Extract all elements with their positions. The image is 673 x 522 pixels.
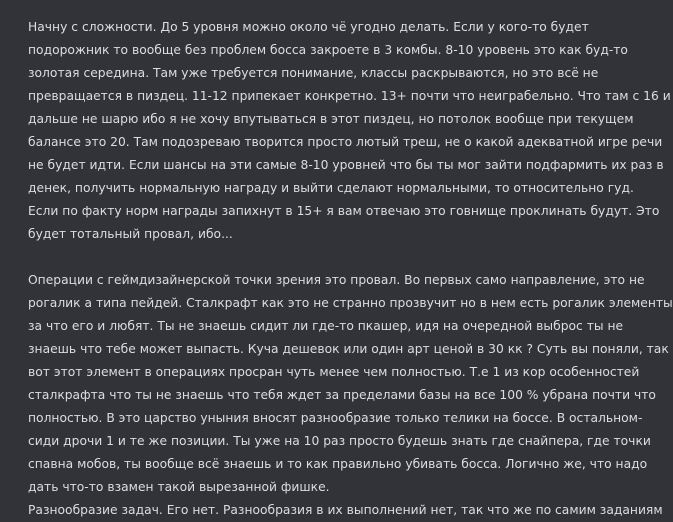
message-line: знаешь что тебе может выпасть. Куча дешевок или один арт ценой в 30 кк ? Суть вы поняли, так <box>28 342 669 356</box>
message-line: превращается в пиздец. 11-12 припекает конкретно. 13+ почти что неиграбельно. Что там с 16 и <box>28 89 671 103</box>
message-line: спавна мобов, ты вообще всё знаешь и то как правильно убивать босса. Логично же, что надо <box>28 457 648 471</box>
message-line: денек, получить нормальную награду и выйти сделают нормальными, то относительно гуд. <box>28 181 634 195</box>
message-paragraph-operations <box>28 269 673 499</box>
message-line: Разнообразие задач. Его нет. Разнообразия в их выполнений нет, так что же по самим заданиям <box>28 503 663 517</box>
message-paragraph-tasks <box>28 499 663 522</box>
message-line: подорожник то вообще без проблем босса закроете в 3 комбы. 8-10 уровень это как буд-то <box>28 43 628 57</box>
message-line: сиди дрочи 1 и те же позиции. Ты уже на 10 раз просто будешь знать где снайпера, где точки <box>28 434 651 448</box>
message-line: Начну с сложности. До 5 уровня можно около чё угодно делать. Если у кого-то будет <box>28 20 589 34</box>
message-line: за что его и любят. Ты не знаешь сидит ли где-то пкашер, идя на очередной выброс ты не <box>28 319 624 333</box>
message-line: рогалик а типа пейдей. Сталкрафт как это не странно прозвучит но в нем есть рогалик элементы <box>28 296 673 310</box>
paragraph-spacer <box>28 246 637 269</box>
message-line: дальше не шарю ибо я не хочу впутываться в этот пиздец, но потолок вообще при текущем <box>28 112 634 126</box>
message-line: Если по факту норм награды запихнут в 15+ я вам отвечаю это говнище проклинать будут. Это <box>28 204 660 218</box>
message-line: сталкрафта что ты не знаешь что тебя ждет за пределами базы на все 100 % убрана почти что <box>28 388 656 402</box>
message-line: вот этот элемент в операциях просран чуть менее чем полностью. Т.е 1 из кор особенностей <box>28 365 640 379</box>
message-line: будет тотальный провал, ибо... <box>28 227 233 241</box>
message-line: полностью. В это царство уныния вносят разнообразие только телики на боссе. В остальном- <box>28 411 643 425</box>
message-paragraph-difficulty <box>28 16 671 246</box>
message-line: не будет идти. Если шансы на эти самые 8-10 уровней что бы ты мог зайти подфармить их раз в <box>28 158 664 172</box>
message-line: дать что-то взамен такой вырезанной фишке. <box>28 480 330 494</box>
message-line: Операции с геймдизайнерской точки зрения это провал. Во первых само направление, это не <box>28 273 645 287</box>
message-line: золотая середина. Там уже требуется понимание, классы раскрываются, но это всё не <box>28 66 599 80</box>
message-line: балансе это 20. Там подозреваю творится просто лютый треш, не о какой адекватной игре речи <box>28 135 663 149</box>
